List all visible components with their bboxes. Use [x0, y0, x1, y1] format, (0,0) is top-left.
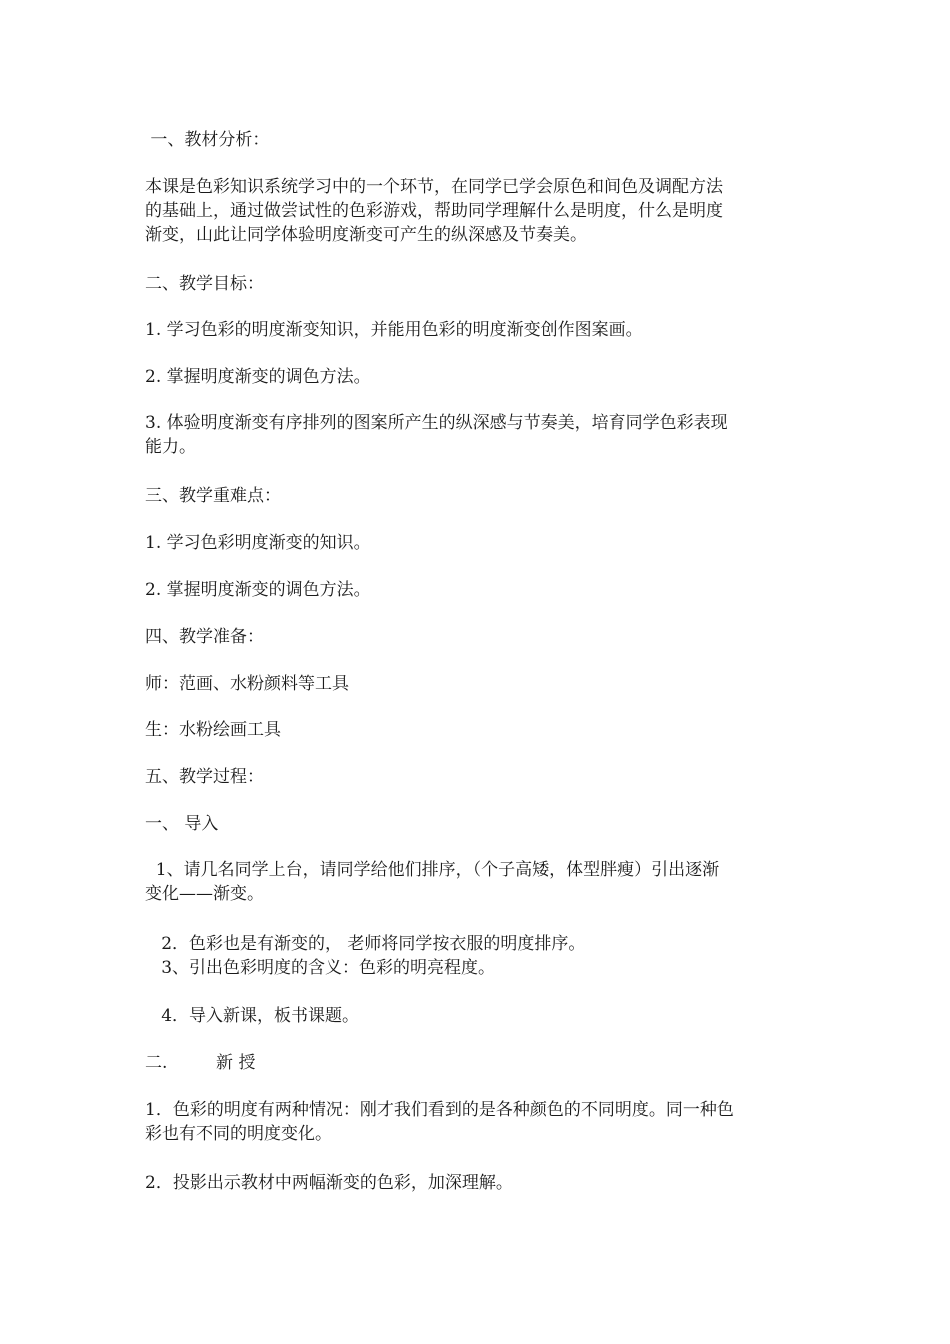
step-intro-item-4	[145, 1004, 810, 1028]
text-line: 的基础上，通过做尝试性的色彩游戏，帮助同学理解什么是明度，什么是明度	[145, 201, 723, 221]
text-line: 1．色彩的明度有两种情况：刚才我们看到的是各种颜色的不同明度。同一种色	[145, 1100, 734, 1120]
text-line: 师：范画、水粉颜料等工具	[145, 674, 349, 694]
text-line: 3. 体验明度渐变有序排列的图案所产生的纵深感与节奏美，培育同学色彩表现	[145, 413, 728, 433]
key-item-2	[145, 578, 810, 602]
text-line: 三、教学重难点：	[145, 486, 281, 506]
step-new-heading	[145, 1051, 810, 1075]
text-line: 二. 新 授	[145, 1053, 256, 1073]
step-new-item-1	[145, 1098, 810, 1146]
step-new-item-2	[145, 1171, 810, 1195]
key-item-1	[145, 531, 810, 555]
prep-teacher	[145, 672, 810, 696]
text-line: 能力。	[145, 437, 196, 457]
paragraph-intro	[145, 175, 810, 247]
step-intro-heading	[145, 812, 810, 836]
text-line: 二、教学目标：	[145, 274, 264, 294]
goal-item-1	[145, 318, 810, 342]
text-line: 2．色彩也是有渐变的， 老师将同学按衣服的明度排序。	[145, 934, 586, 954]
text-line: 1. 学习色彩的明度渐变知识，并能用色彩的明度渐变创作图案画。	[145, 320, 643, 340]
section-heading-4	[145, 625, 810, 649]
text-line: 2. 掌握明度渐变的调色方法。	[145, 367, 371, 387]
text-line: 五、教学过程：	[145, 767, 264, 787]
text-line: 渐变，山此让同学体验明度渐变可产生的纵深感及节奏美。	[145, 225, 587, 245]
text-line: 1、请几名同学上台，请同学给他们排序，（个子高矮，体型胖瘦）引出逐渐	[145, 860, 720, 880]
prep-student	[145, 718, 810, 742]
step-intro-item-1	[145, 858, 810, 906]
text-line: 2．投影出示教材中两幅渐变的色彩，加深理解。	[145, 1173, 513, 1193]
text-line: 一、 导入	[145, 814, 219, 834]
text-line: 一、教材分析：	[145, 130, 270, 150]
text-line: 四、教学准备：	[145, 627, 264, 647]
section-heading-5	[145, 765, 810, 789]
text-line: 彩也有不同的明度变化。	[145, 1124, 332, 1144]
text-line: 3、引出色彩明度的含义：色彩的明亮程度。	[145, 958, 496, 978]
section-heading-3	[145, 484, 810, 508]
goal-item-3	[145, 411, 810, 459]
text-line: 本课是色彩知识系统学习中的一个环节，在同学已学会原色和间色及调配方法	[145, 177, 723, 197]
step-intro-items-2-3	[145, 932, 810, 980]
text-line: 变化——渐变。	[145, 884, 264, 904]
section-heading-1	[145, 128, 810, 152]
text-line: 1. 学习色彩明度渐变的知识。	[145, 533, 371, 553]
section-heading-2	[145, 272, 810, 296]
text-line: 生：水粉绘画工具	[145, 720, 281, 740]
goal-item-2	[145, 365, 810, 389]
text-line: 2. 掌握明度渐变的调色方法。	[145, 580, 371, 600]
text-line: 4．导入新课，板书课题。	[145, 1006, 360, 1026]
